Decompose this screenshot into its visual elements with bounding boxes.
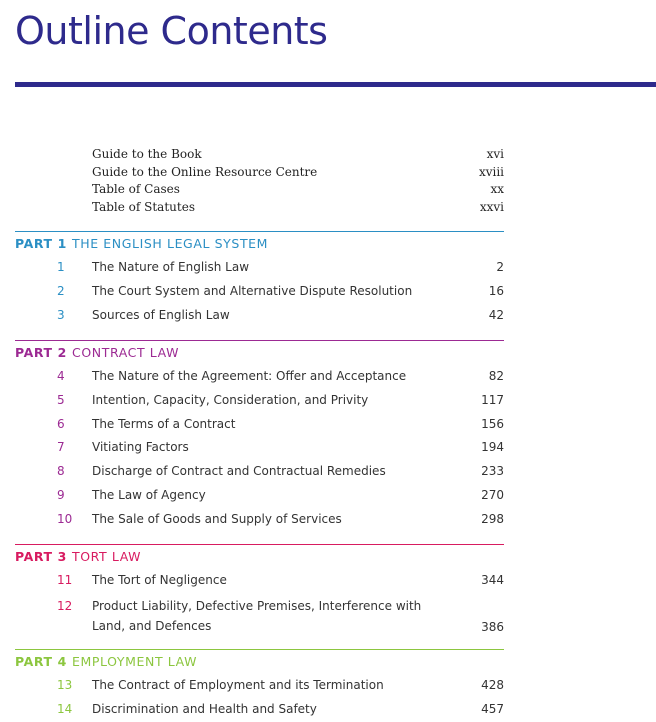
- chapter-title: Vitiating Factors: [92, 440, 189, 455]
- page-title: Outline Contents: [15, 9, 328, 53]
- part-title: THE ENGLISH LEGAL SYSTEM: [72, 236, 269, 251]
- chapter-title: Discrimination and Health and Safety: [92, 701, 317, 716]
- prelim-label: Guide to the Online Resource Centre: [92, 164, 318, 179]
- chapter-number: 7: [57, 440, 65, 455]
- chapter-row[interactable]: [15, 365, 504, 389]
- chapter-number: 12: [57, 598, 73, 613]
- chapter-number: 13: [57, 678, 73, 692]
- part-number: PART 3: [15, 549, 67, 564]
- chapter-number: 3: [57, 307, 65, 322]
- chapter-page: 194: [481, 440, 504, 455]
- chapter-row[interactable]: [15, 436, 504, 460]
- chapter-number: 11: [57, 573, 73, 587]
- chapter-title: Sources of English Law: [92, 307, 230, 322]
- part-number: PART 1: [15, 236, 67, 251]
- prelim-page: xxvi: [479, 199, 504, 214]
- prelim-label: Guide to the Book: [92, 147, 202, 161]
- chapter-title: The Contract of Employment and its Termination: [92, 678, 384, 692]
- chapter-row[interactable]: [15, 389, 504, 413]
- chapter-row[interactable]: [15, 256, 504, 280]
- prelim-item[interactable]: [92, 199, 504, 217]
- prelim-page: xviii: [478, 164, 504, 179]
- prelim-label: Table of Statutes: [92, 199, 195, 214]
- chapter-page: 344: [481, 573, 504, 587]
- chapter-title: The Nature of the Agreement: Offer and Acceptance: [92, 369, 407, 383]
- part-rule: [15, 340, 504, 341]
- chapter-title: The Tort of Negligence: [92, 573, 227, 587]
- part-4-section: [15, 649, 504, 722]
- prelim-item[interactable]: [92, 146, 504, 164]
- chapter-page: 2: [496, 260, 504, 274]
- chapter-page: 270: [481, 487, 504, 502]
- chapter-number: 14: [57, 701, 73, 716]
- chapter-row[interactable]: [15, 698, 504, 722]
- chapter-page: 233: [481, 464, 504, 479]
- chapter-title: Discharge of Contract and Contractual Remedies: [92, 464, 386, 479]
- chapter-number: 8: [57, 464, 65, 479]
- part-title: EMPLOYMENT LAW: [72, 654, 198, 669]
- part-heading[interactable]: [15, 546, 504, 568]
- chapter-number: 9: [57, 487, 65, 502]
- part-rule: [15, 649, 504, 650]
- chapter-title: Intention, Capacity, Consideration, and Privity: [92, 392, 369, 407]
- part-3-section: [15, 544, 504, 640]
- chapter-title: The Terms of a Contract: [92, 416, 236, 431]
- chapter-row[interactable]: [15, 304, 504, 328]
- chapter-page: 117: [481, 392, 504, 407]
- chapter-number: 2: [57, 283, 65, 298]
- chapter-row[interactable]: [15, 413, 504, 437]
- chapter-title: The Court System and Alternative Dispute Resolution: [92, 283, 413, 298]
- part-heading[interactable]: [15, 342, 504, 364]
- chapter-page: 298: [481, 511, 504, 526]
- chapter-row[interactable]: [15, 280, 504, 304]
- part-rule: [15, 231, 504, 232]
- prelim-page: xvi: [486, 147, 504, 161]
- part-1-section: [15, 231, 504, 327]
- chapter-number: 6: [57, 416, 65, 431]
- title-rule: [15, 82, 656, 87]
- chapter-row[interactable]: [15, 460, 504, 484]
- chapter-title: The Nature of English Law: [92, 260, 250, 274]
- prelim-page: xx: [490, 182, 504, 196]
- prelims-list: [92, 146, 504, 216]
- chapter-page: 156: [481, 416, 504, 431]
- chapter-page: 386: [481, 619, 504, 634]
- chapter-row[interactable]: [15, 593, 504, 640]
- chapter-title: The Law of Agency: [92, 487, 206, 502]
- part-title: TORT LAW: [72, 549, 142, 564]
- chapter-title: Product Liability, Defective Premises, Interference with Land, and Defences: [92, 598, 422, 633]
- chapter-row[interactable]: [15, 674, 504, 698]
- part-heading[interactable]: [15, 233, 504, 255]
- part-number: PART 2: [15, 345, 67, 360]
- part-2-section: [15, 340, 504, 532]
- chapter-row[interactable]: [15, 569, 504, 593]
- prelim-label: Table of Cases: [92, 182, 180, 196]
- part-rule: [15, 544, 504, 545]
- chapter-number: 1: [57, 260, 65, 274]
- part-number: PART 4: [15, 654, 67, 669]
- chapter-page: 82: [488, 369, 504, 383]
- chapter-number: 10: [57, 511, 73, 526]
- prelim-item[interactable]: [92, 181, 504, 199]
- prelim-item[interactable]: [92, 164, 504, 182]
- part-title: CONTRACT LAW: [72, 345, 180, 360]
- chapter-number: 5: [57, 392, 65, 407]
- chapter-page: 428: [481, 678, 504, 692]
- chapter-row[interactable]: [15, 508, 504, 532]
- chapter-page: 42: [488, 307, 504, 322]
- chapter-page: 457: [481, 701, 504, 716]
- part-heading[interactable]: [15, 651, 504, 673]
- chapter-number: 4: [57, 369, 65, 383]
- chapter-page: 16: [488, 283, 504, 298]
- chapter-row[interactable]: [15, 484, 504, 508]
- chapter-title: The Sale of Goods and Supply of Services: [92, 511, 342, 526]
